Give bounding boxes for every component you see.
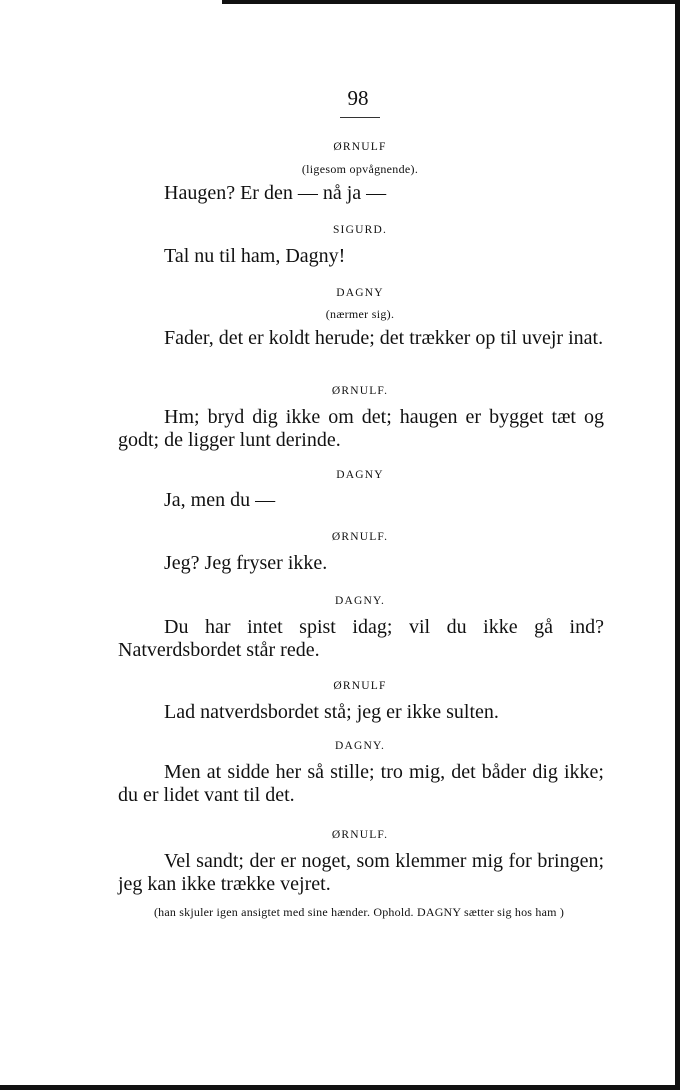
dialogue-line: Men at sidde her så stille; tro mig, det båder dig ikke; du er lidet vant til det. — [118, 761, 604, 806]
speaker-name: SIGURD. — [332, 224, 388, 236]
dialogue-line: Tal nu til ham, Dagny! — [164, 245, 346, 267]
top-border-rule — [222, 0, 680, 4]
speaker-name: ØRNULF — [333, 680, 387, 692]
speaker-name: DAGNY — [336, 287, 384, 299]
dialogue-line: Du har intet spist idag; vil du ikke gå ind? Natverdsbordet står rede. — [118, 616, 604, 661]
page-number: 98 — [347, 86, 369, 110]
speaker-name: DAGNY. — [334, 595, 386, 607]
dialogue-line: Lad natverdsbordet stå; jeg er ikke sulten. — [164, 701, 499, 723]
speaker-name: ØRNULF — [333, 141, 387, 153]
stage-direction: (ligesom opvågnende). — [301, 162, 419, 176]
dialogue-line: Ja, men du — — [164, 489, 276, 511]
bottom-border-rule — [0, 1085, 680, 1090]
dialogue-line: Haugen? Er den — nå ja — — [164, 182, 387, 204]
right-border-rule — [675, 0, 680, 1090]
dialogue-line: Jeg? Jeg fryser ikke. — [164, 552, 328, 574]
speaker-name: ØRNULF. — [331, 829, 389, 841]
stage-direction: (nærmer sig). — [325, 307, 395, 321]
speaker-name: ØRNULF. — [331, 385, 389, 397]
speaker-name: DAGNY — [336, 469, 384, 481]
page-number-rule — [340, 117, 380, 118]
dialogue-line: Hm; bryd dig ikke om det; haugen er bygget tæt og godt; de ligger lunt derinde. — [118, 406, 604, 451]
dialogue-line: Vel sandt; der er noget, som klemmer mig for bringen; jeg kan ikke trække vejret. — [118, 850, 604, 895]
speaker-name: ØRNULF. — [331, 531, 389, 543]
closing-stage-direction: (han skjuler igen ansigtet med sine hænder. Ophold. DAGNY sætter sig hos ham ) — [153, 905, 565, 919]
speaker-name: DAGNY. — [334, 740, 386, 752]
dialogue-line: Fader, det er koldt herude; det trækker op til uvejr inat. — [164, 327, 604, 349]
